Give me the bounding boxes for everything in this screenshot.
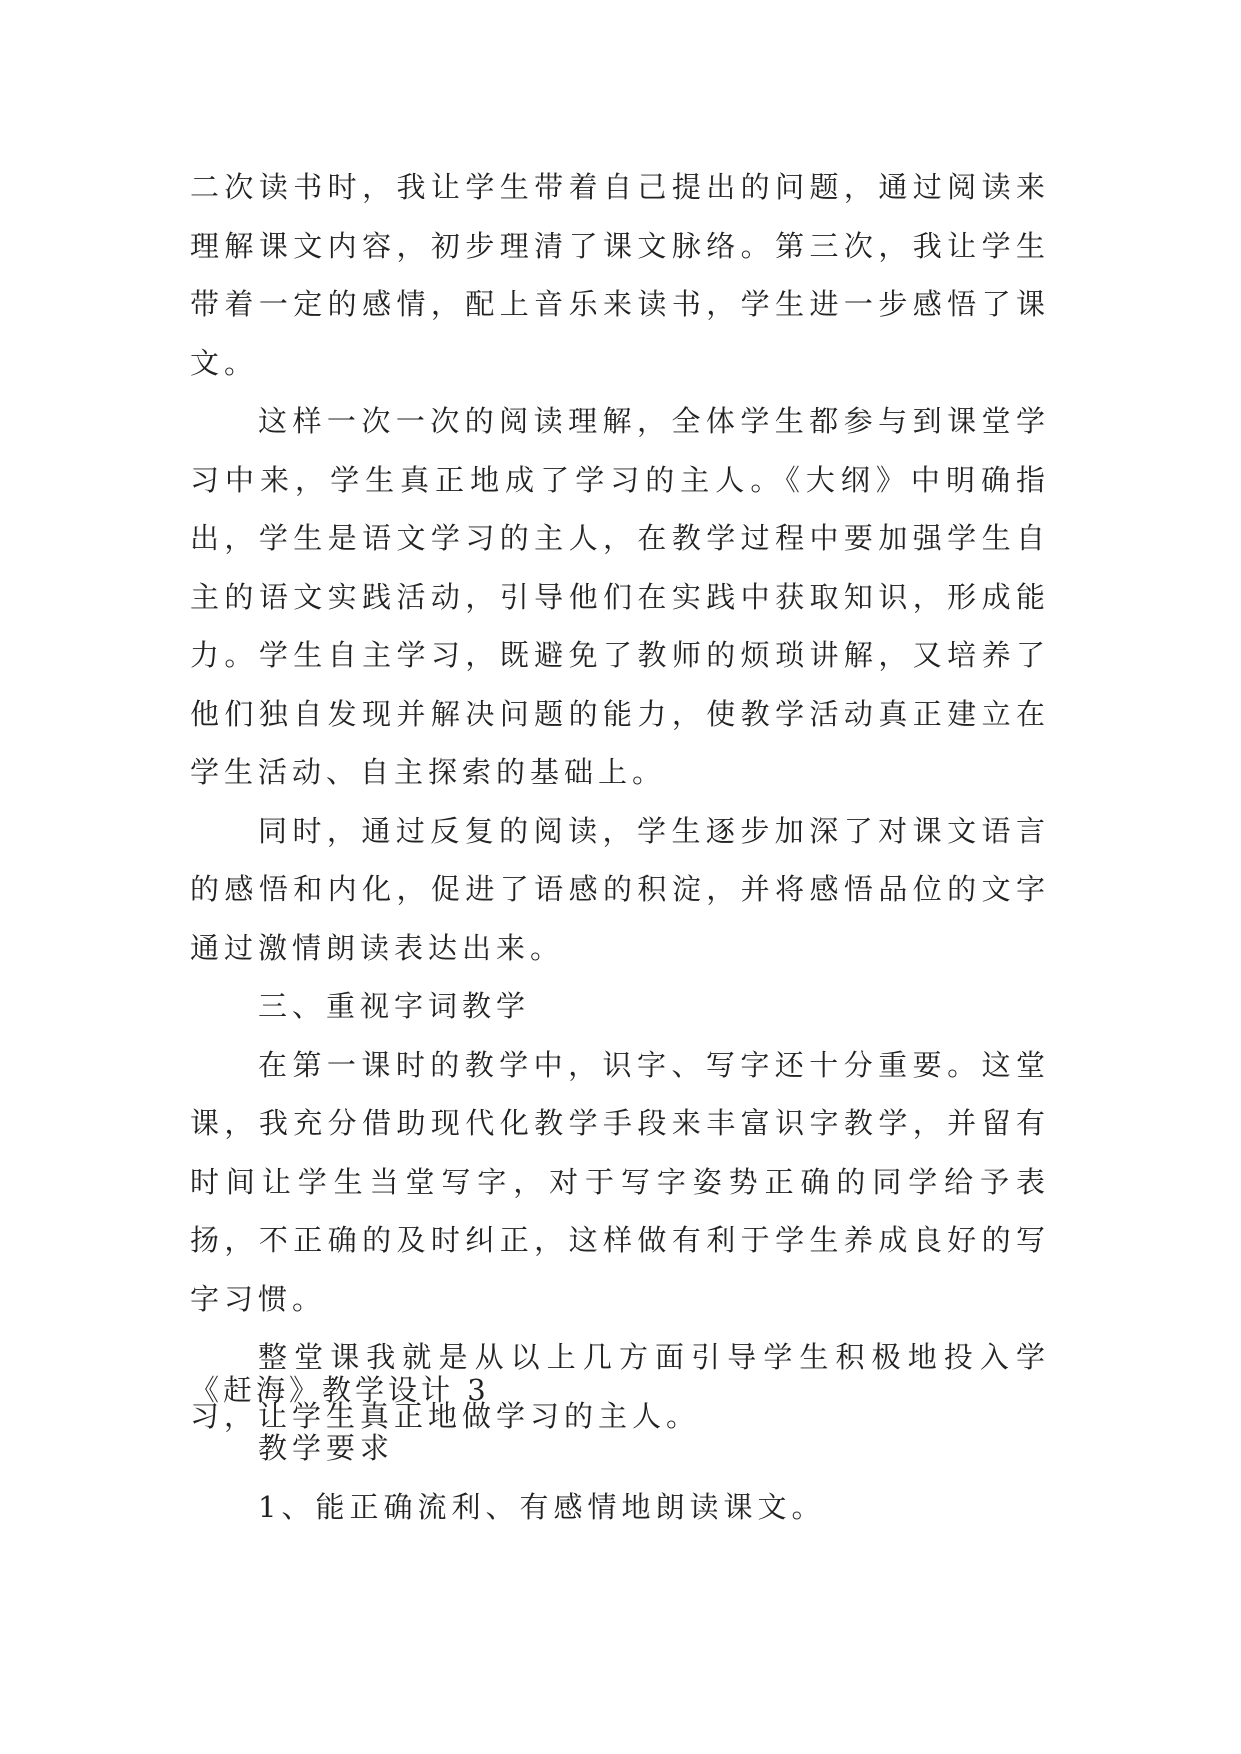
paragraph-continuation: 二次读书时，我让学生带着自己提出的问题，通过阅读来理解课文内容，初步理清了课文脉络。第三次，我让学生带着一定的感情，配上音乐来读书，学生进一步感悟了课文。	[190, 170, 1050, 380]
body-text	[190, 158, 1050, 1445]
requirement-item-1: 1、能正确流利、有感情地朗读课文。	[258, 1489, 826, 1524]
lesson-plan-section	[190, 1361, 1050, 1536]
section-heading-word-teaching: 三、重视字词教学	[258, 989, 531, 1023]
paragraph-literacy-teaching: 在第一课时的教学中，识字、写字还十分重要。这堂课，我充分借助现代化教学手段来丰富识字教学，并留有时间让学生当堂写字，对于写字姿势正确的同学给予表扬，不正确的及时纠正，这样做有利于学生养成良好的写字习惯。	[190, 1047, 1050, 1316]
paragraph-summary: 整堂课我就是从以上几方面引导学生积极地投入学习，让学生真正地做学习的主人。	[190, 1340, 1050, 1433]
paragraph-reading-understanding: 这样一次一次的阅读理解，全体学生都参与到课堂学习中来，学生真正地成了学习的主人。《大纲》中明确指出，学生是语文学习的主人，在教学过程中要加强学生自主的语文实践活动，引导他们在实践中获取知识，形成能力。学生自主学习，既避免了教师的烦琐讲解，又培养了他们独自发现并解决问题的能力，使教学活动真正建立在学生活动、自主探索的基础上。	[190, 404, 1050, 789]
paragraph-language-sense: 同时，通过反复的阅读，学生逐步加深了对课文语言的感悟和内化，促进了语感的积淀，并将感悟品位的文字通过激情朗读表达出来。	[190, 813, 1050, 965]
lesson-plan-title: 《赶海》教学设计 3	[190, 1373, 490, 1407]
teaching-requirements-heading: 教学要求	[258, 1431, 395, 1465]
